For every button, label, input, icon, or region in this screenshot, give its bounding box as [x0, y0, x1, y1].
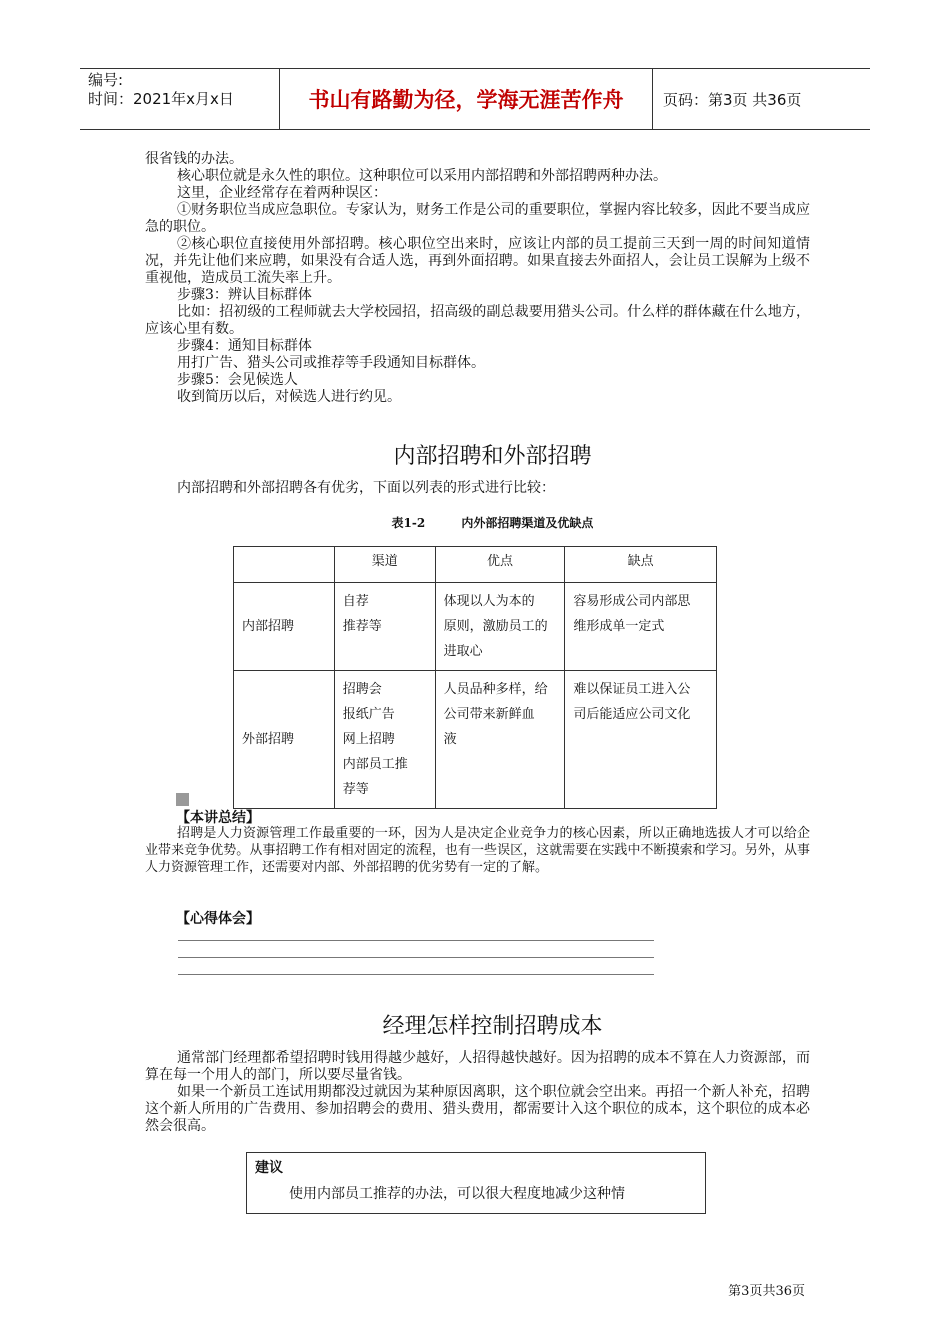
cell-line: 公司带来新鲜血: [443, 707, 535, 722]
paragraph: 比如：招初级的工程师就去大学校园招，招高级的副总裁要用猎头公司。什么样的群体藏在什么地方，应该心里有数。: [145, 304, 810, 337]
table-header-row: [234, 547, 717, 583]
channels-cell: [334, 583, 435, 671]
table-header-cell: 优点: [435, 547, 565, 583]
paragraph: ①财务职位当成应急职位。专家认为，财务工作是公司的重要职位，掌握内容比较多，因此不要当成应急的职位。: [145, 202, 810, 235]
cell-line: 原则，激励员工的: [443, 619, 548, 634]
cell-line: 难以保证员工进入公: [573, 682, 691, 697]
pros-cell: [435, 671, 565, 809]
cell-line: 报纸广告: [342, 707, 395, 722]
cell-line: 司后能适应公司文化: [573, 707, 691, 722]
channels-cell: [334, 671, 435, 809]
blank-line: [178, 957, 654, 958]
header-page-label: 页码：第3页 共36页: [663, 90, 802, 109]
intro-text: [145, 151, 810, 406]
cell-line: 自荐: [342, 594, 369, 609]
cell-line: 推荐等: [342, 619, 382, 634]
comparison-table: [233, 546, 717, 809]
cell-line: 进取心: [443, 644, 483, 659]
paragraph: ②核心职位直接使用外部招聘。核心职位空出来时，应该让内部的员工提前三天到一周的时间知道情况，并先让他们来应聘，如果没有合适人选，再到外面招聘。如果直接去外面招人，会让员工误解为上级不重视他，造成员工流失率上升。: [145, 236, 810, 286]
section-title-internal-external: 内部招聘和外部招聘: [393, 444, 592, 469]
step-heading: 步骤3：辨认目标群体: [177, 287, 312, 303]
bullet-square-icon: [176, 793, 189, 806]
pros-cell: [435, 583, 565, 671]
step-heading: 步骤4：通知目标群体: [177, 338, 312, 354]
page-header: [80, 68, 870, 130]
header-motto: 书山有路勤为径，学海无涯苦作舟: [280, 69, 653, 129]
paragraph: 很省钱的办法。: [145, 151, 243, 167]
blank-line: [178, 974, 654, 975]
paragraph: 核心职位就是永久性的职位。这种职位可以采用内部招聘和外部招聘两种办法。: [177, 168, 667, 184]
cell-line: 液: [443, 732, 457, 747]
header-meta: [80, 69, 280, 129]
cons-cell: [565, 583, 717, 671]
cell-line: 内部员工推: [342, 757, 408, 772]
paragraph: 如果一个新员工连试用期都没过就因为某种原因离职，这个职位就会空出来。再招一个新人补充，招聘这个新人所用的广告费用、参加招聘会的费用、猎头费用，都需要计入这个职位的成本，这个职位的成本必然会很高。: [145, 1084, 810, 1134]
paragraph: 收到简历以后，对候选人进行约见。: [177, 389, 401, 405]
table-row: [234, 671, 717, 809]
page-footer: 第3页共36页: [728, 1284, 805, 1299]
paragraph: 内部招聘和外部招聘各有优劣，下面以列表的形式进行比较：: [177, 480, 555, 496]
table-caption: [145, 514, 840, 531]
cell-line: 维形成单一定式: [573, 619, 665, 634]
cons-cell: [565, 671, 717, 809]
row-type: 内部招聘: [234, 583, 335, 671]
time-label: 时间：2021年x月x日: [88, 90, 234, 108]
paragraph: 招聘是人力资源管理工作最重要的一环，因为人是决定企业竞争力的核心因素，所以正确地选拔人才可以给企业带来竞争优势。从事招聘工作有相对固定的流程，也有一些误区，这就需要在实践中不断摸索和学习。另外，从事人力资源管理工作，还需要对内部、外部招聘的优劣势有一定的了解。: [145, 826, 810, 875]
cell-line: 人员品种多样，给: [443, 682, 548, 697]
cell-line: 荐等: [342, 782, 369, 797]
table-row: [234, 583, 717, 671]
paragraph: 这里，企业经常存在着两种误区：: [177, 185, 387, 201]
blank-line: [178, 940, 654, 941]
table-header-cell: 渠道: [334, 547, 435, 583]
table-header-cell: [234, 547, 335, 583]
section1-intro: [145, 480, 810, 497]
advice-title: 建议: [255, 1160, 283, 1176]
cell-line: 网上招聘: [342, 732, 395, 747]
section2-text: [145, 1050, 810, 1135]
table-title: 内外部招聘渠道及优缺点: [461, 516, 594, 530]
summary-heading: 【本讲总结】: [176, 810, 260, 826]
table-header-cell: 缺点: [565, 547, 717, 583]
reflection-heading: 【心得体会】: [176, 911, 260, 927]
table-number: 表1-2: [391, 516, 426, 530]
cell-line: 体现以人为本的: [443, 594, 535, 609]
cell-line: 招聘会: [342, 682, 382, 697]
step-heading: 步骤5：会见候选人: [177, 372, 298, 388]
cell-line: 容易形成公司内部思: [573, 594, 691, 609]
advice-text: 使用内部员工推荐的办法，可以很大程度地减少这种情: [289, 1186, 625, 1202]
paragraph: 用打广告、猎头公司或推荐等手段通知目标群体。: [177, 355, 485, 371]
number-label: 编号:: [88, 71, 124, 89]
section-title-cost-control: 经理怎样控制招聘成本: [382, 1014, 603, 1039]
advice-box: [246, 1152, 706, 1214]
paragraph: 通常部门经理都希望招聘时钱用得越少越好，人招得越快越好。因为招聘的成本不算在人力资源部，而算在每一个用人的部门，所以要尽量省钱。: [145, 1050, 810, 1083]
summary-text: [145, 825, 810, 876]
row-type: 外部招聘: [234, 671, 335, 809]
